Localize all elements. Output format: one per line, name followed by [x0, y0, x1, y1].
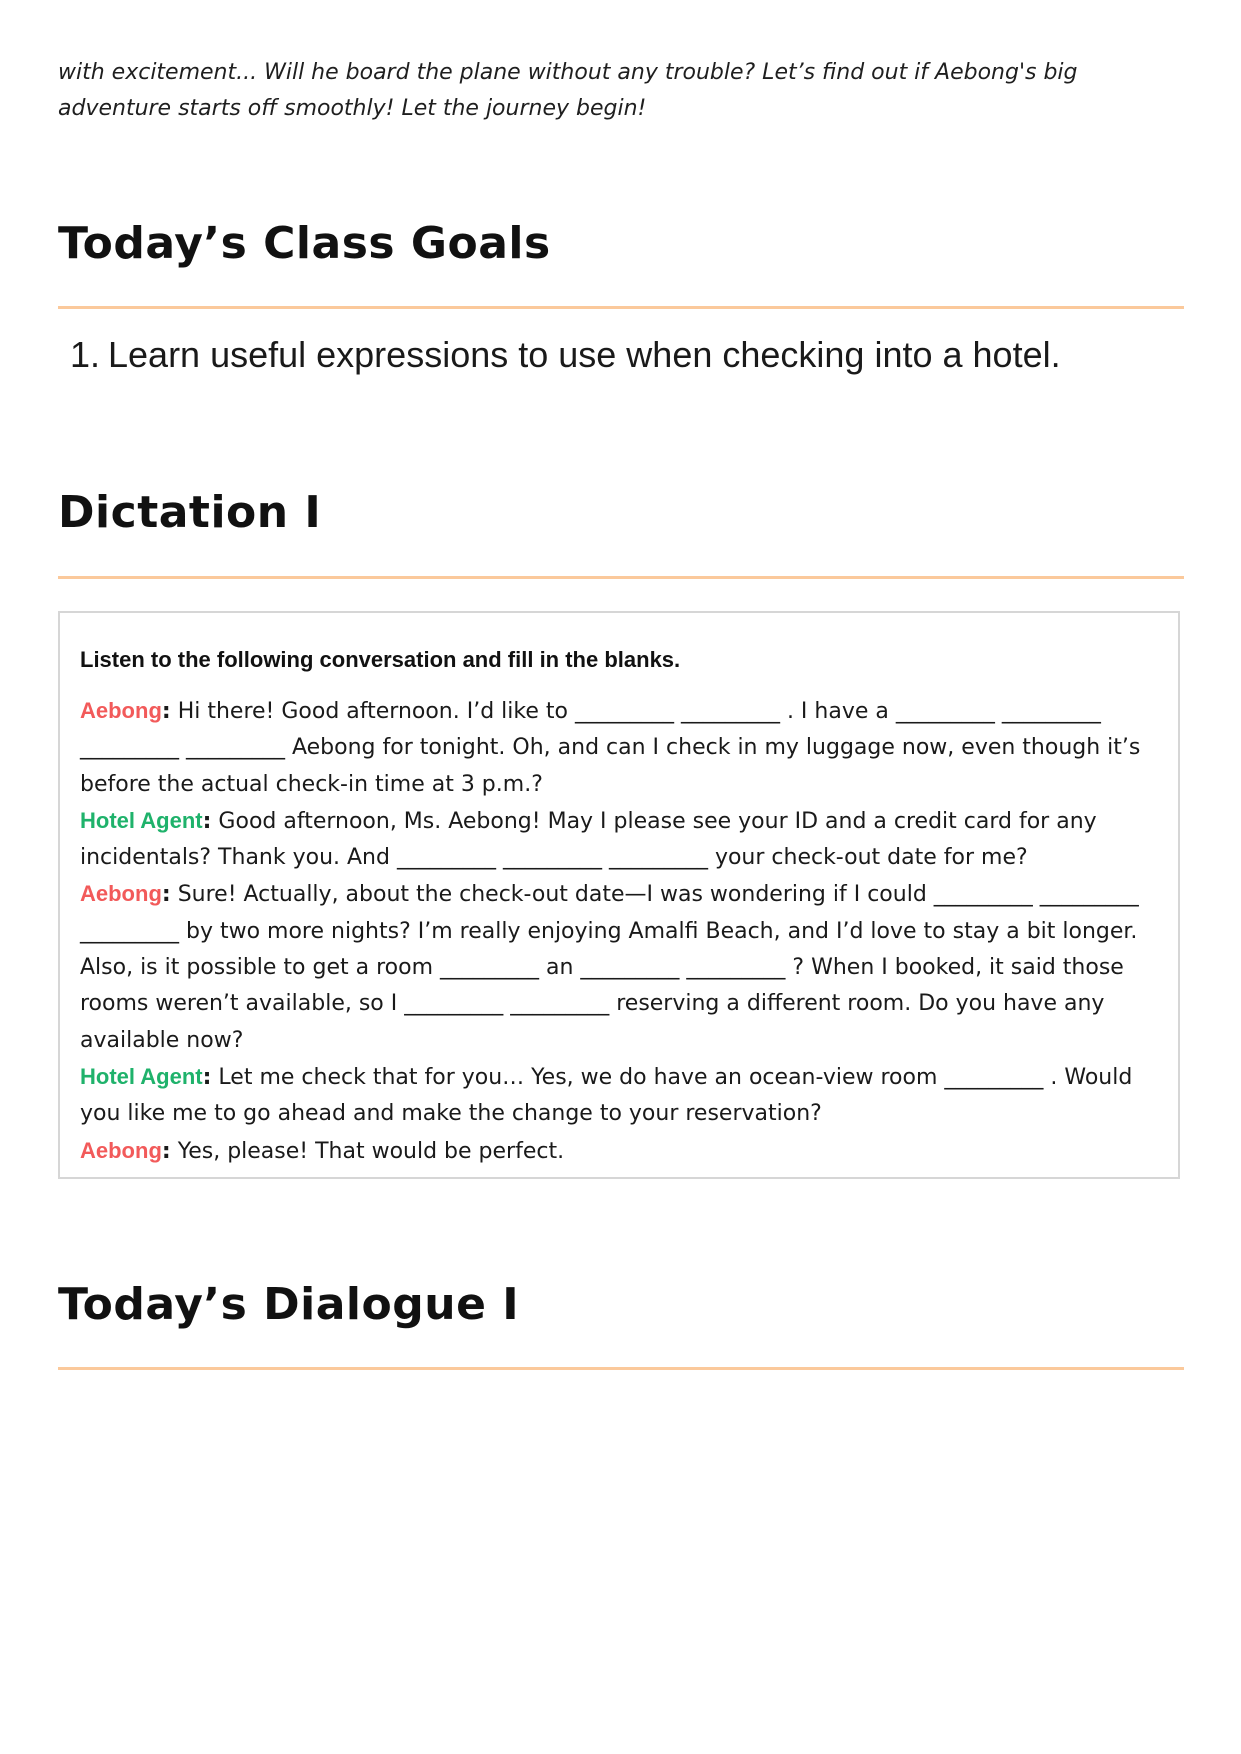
goals-list	[70, 330, 1180, 380]
speaker-colon: :	[161, 699, 171, 724]
dialogue-text: Good afternoon, Ms. Aebong! May I please see your ID and a credit card for any incidentals? Thank you. And _________ _________ _________ your check-out date for me?	[80, 808, 1097, 871]
dictation-instruction: Listen to the following conversation and fill in the blanks.	[80, 647, 681, 672]
speaker-aebong: Aebong	[80, 881, 162, 907]
speaker-hotel-agent: Hotel Agent	[80, 1063, 203, 1089]
dialogue-line	[80, 803, 1158, 877]
dialogue-text: Hi there! Good afternoon. I’d like to _________ _________ . I have a _________ _________ _________ _________ Aebong for tonight. Oh, and can I check in my luggage now, even though it’s before the actual check-in time at 3 p.m.?	[80, 699, 1141, 797]
dialogue-divider	[58, 1367, 1184, 1370]
dialogue-heading: Today’s Dialogue I	[58, 1279, 520, 1330]
intro-paragraph: with excitement... Will he board the plane without any trouble? Let’s find out if Aebong's big adventure starts off smoothly! Let the journey begin!	[58, 60, 1078, 121]
speaker-colon: :	[161, 882, 171, 908]
dialogue-text: Yes, please! That would be perfect.	[170, 1138, 565, 1164]
goal-number: 1.	[70, 334, 101, 375]
speaker-aebong: Aebong	[80, 1137, 162, 1163]
speaker-aebong: Aebong	[80, 698, 162, 723]
dictation-box	[58, 611, 1180, 1179]
speaker-colon: :	[202, 1064, 212, 1090]
speaker-colon: :	[161, 1138, 171, 1164]
dialogue-line	[80, 1133, 1158, 1170]
speaker-colon: :	[202, 808, 212, 834]
dictation-divider	[58, 576, 1184, 579]
goal-item	[70, 330, 1180, 380]
dialogue-line	[80, 693, 1158, 803]
dictation-heading: Dictation I	[58, 487, 322, 538]
dictation-dialogue	[80, 693, 1158, 1170]
class-goals-divider	[58, 306, 1184, 309]
dialogue-text: Let me check that for you… Yes, we do have an ocean-view room _________ . Would you like me to go ahead and make the change to your reservation?	[80, 1064, 1133, 1127]
speaker-hotel-agent: Hotel Agent	[80, 807, 203, 833]
dialogue-line	[80, 1059, 1158, 1133]
class-goals-heading: Today’s Class Goals	[58, 218, 551, 269]
dialogue-text: Sure! Actually, about the check-out date—I was wondering if I could _________ _________ _________ by two more nights? I’m really enjoying Amalfi Beach, and I’d love to stay a bit longer. Also, is it possible to get a room _________ an _________ _________ ? When I booked, it said those rooms weren’t available, so I _________ _________ reserving a different room. Do you have any available now?	[80, 882, 1139, 1053]
goal-text: Learn useful expressions to use when checking into a hotel.	[108, 334, 1061, 375]
dialogue-line	[80, 876, 1158, 1058]
